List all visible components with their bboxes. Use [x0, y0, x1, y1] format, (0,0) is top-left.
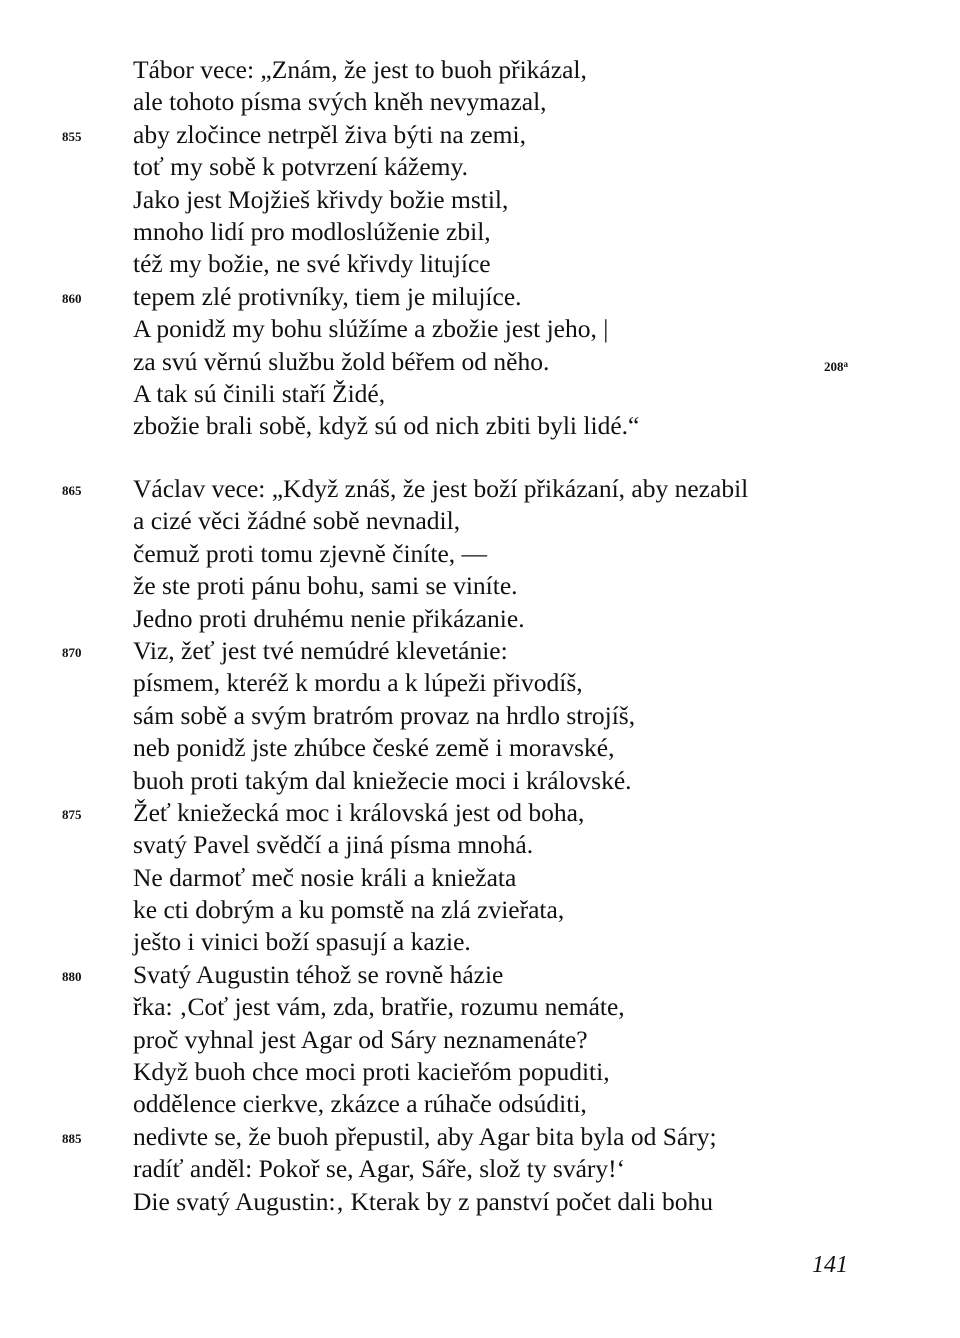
verse-text: aby zločince netrpěl živa býti na zemi,	[133, 119, 526, 149]
verse-line	[0, 1024, 960, 1056]
verse-line	[0, 538, 960, 570]
folio-side: a	[843, 358, 848, 369]
verse-line	[0, 346, 960, 378]
stanza-tabor	[0, 54, 960, 443]
verse-text: za svú věrnú službu žold béřem od něho.	[133, 346, 550, 376]
verse-text: Jedno proti druhému nenie přikázanie.	[133, 603, 525, 633]
line-number: 860	[62, 290, 82, 306]
verse-line	[0, 1056, 960, 1088]
line-number: 870	[62, 644, 82, 660]
verse-line	[0, 635, 960, 667]
verse-line	[0, 473, 960, 505]
verse-text: proč vyhnal jest Agar od Sáry neznamenáte?	[133, 1024, 588, 1054]
verse-line	[0, 378, 960, 410]
verse-line	[0, 926, 960, 958]
verse-line	[0, 1088, 960, 1120]
verse-text: že ste proti pánu bohu, sami se viníte.	[133, 571, 518, 601]
verse-text: Jako jest Mojžieš křivdy božie mstil,	[133, 184, 509, 214]
folio-number: 208	[824, 358, 844, 374]
verse-line	[0, 959, 960, 991]
verse-text: a cizé věci žádné sobě nevnadil,	[133, 506, 461, 536]
verse-text: písmem, kteréž k mordu a k lúpeži přivodíš,	[133, 668, 583, 698]
verse-line	[0, 797, 960, 829]
verse-line	[0, 248, 960, 280]
verse-text: buoh proti takým dal kniežecie moci i královské.	[133, 765, 632, 795]
verse-text: A tak sú činili staří Židé,	[133, 378, 386, 408]
verse-line	[0, 1153, 960, 1185]
verse-text: Když buoh chce moci proti kacieřóm popuditi,	[133, 1057, 610, 1087]
verse-text: radíť anděl: Pokoř se, Agar, Sáře, slož ty sváry!‘	[133, 1154, 626, 1184]
verse-line	[0, 732, 960, 764]
verse-line	[0, 765, 960, 797]
verse-text: A ponidž my bohu slúžíme a zbožie jest jeho, |	[133, 314, 609, 344]
verse-line	[0, 184, 960, 216]
line-number: 855	[62, 128, 82, 144]
verse-line	[0, 119, 960, 151]
verse-text: tepem zlé protivníky, tiem je milujíce.	[133, 281, 522, 311]
verse-text: Žeť kniežecká moc i královská jest od boha,	[133, 797, 585, 827]
verse-text: ješto i vinici boží spasují a kazie.	[133, 927, 471, 957]
verse-line	[0, 1186, 960, 1218]
verse-text: Svatý Augustin téhož se rovně házie	[133, 959, 504, 989]
verse-line	[0, 281, 960, 313]
verse-text: ke cti dobrým a ku pomstě na zlá zvieřata,	[133, 895, 565, 925]
verse-text: řka: ‚Coť jest vám, zda, bratřie, rozumu nemáte,	[133, 992, 625, 1022]
verse-text: Tábor vece: „Znám, že jest to buoh přikázal,	[133, 55, 587, 84]
verse-line	[0, 505, 960, 537]
page-number: 141	[812, 1252, 848, 1278]
line-number: 875	[62, 806, 82, 822]
verse-text: též my božie, ne své křivdy litujíce	[133, 249, 491, 279]
verse-text: svatý Pavel svědčí a jiná písma mnohá.	[133, 830, 534, 860]
stanza-vaclav	[0, 473, 960, 1218]
verse-text: mnoho lidí pro modloslúženie zbil,	[133, 216, 491, 246]
verse-line	[0, 570, 960, 602]
line-number: 865	[62, 483, 82, 498]
verse-text: nedivte se, že buoh přepustil, aby Agar bita byla od Sáry;	[133, 1121, 717, 1151]
line-number: 880	[62, 968, 82, 984]
verse-text: ale tohoto písma svých kněh nevymazal,	[133, 87, 547, 117]
line-number: 885	[62, 1130, 82, 1146]
verse-text: neb ponidž jste zhúbce české země i moravské,	[133, 733, 615, 763]
verse-line	[0, 829, 960, 861]
verse-line	[0, 603, 960, 635]
verse-line	[0, 862, 960, 894]
verse-text: Viz, žeť jest tvé nemúdré klevetánie:	[133, 635, 508, 665]
verse-text: sám sobě a svým bratróm provaz na hrdlo strojíš,	[133, 700, 636, 730]
verse-text: Václav vece: „Když znáš, že jest boží přikázaní, aby nezabil	[133, 474, 749, 503]
verse-text: čemuž proti tomu zjevně činíte, —	[133, 538, 488, 568]
verse-line	[0, 216, 960, 248]
verse-text: toť my sobě k potvrzení kážemy.	[133, 152, 468, 182]
verse-line	[0, 410, 960, 442]
verse-text: Ne darmoť meč nosie králi a kniežata	[133, 862, 517, 892]
verse-line	[0, 86, 960, 118]
verse-line	[0, 313, 960, 345]
verse-line	[0, 700, 960, 732]
verse-line	[0, 991, 960, 1023]
verse-line	[0, 151, 960, 183]
verse-line	[0, 54, 960, 86]
verse-line	[0, 667, 960, 699]
verse-text: Die svatý Augustin:‚ Kterak by z panství počet dali bohu	[133, 1186, 714, 1216]
verse-line	[0, 894, 960, 926]
verse-line	[0, 1121, 960, 1153]
verse-text: zbožie brali sobě, když sú od nich zbiti byli lidé.“	[133, 411, 640, 441]
verse-text: oddělence cierkve, zkázce a rúhače odsúditi,	[133, 1089, 587, 1119]
